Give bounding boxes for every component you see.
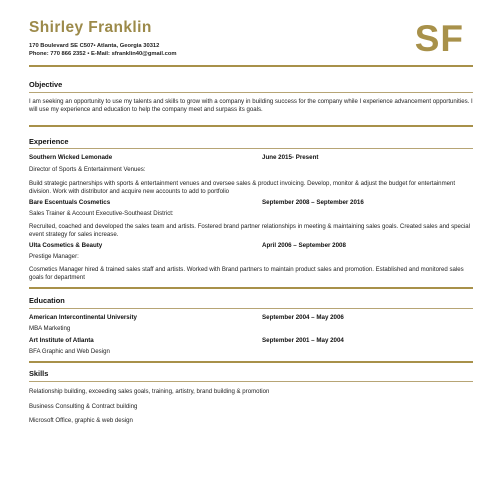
job-company: Southern Wicked Lemonade (29, 154, 113, 161)
school-dates: September 2001 – May 2004 (262, 337, 344, 344)
skill-item: Relationship building, exceeding sales goals, training, artistry, brand building & promotion (29, 388, 270, 395)
experience-heading: Experience (29, 137, 69, 146)
skills-divider (29, 381, 473, 382)
job-description: Build strategic partnerships with sports & entertainment venues and oversee sales & product invoicing. Develop, monitor & adjust the budget for entertainment division. Work with distributor and acquire new accounts to add to portfolio (29, 180, 456, 196)
skills-heading: Skills (29, 369, 49, 378)
objective-divider (29, 92, 473, 93)
monogram: SF (414, 18, 464, 59)
objective-text: I am seeking an opportunity to use my talents and skills to grow with a company in building success for the company while I experience advancement opportunities. I will use my experience and education to help the company meet and surpass its goals. (29, 98, 473, 114)
job-company: Bare Escentuals Cosmetics (29, 199, 111, 206)
school-name: Art Institute of Atlanta (29, 337, 94, 344)
objective-heading: Objective (29, 80, 63, 89)
objective-end-divider (29, 125, 473, 127)
resume-name: Shirley Franklin (29, 19, 152, 36)
education-divider (29, 308, 473, 309)
job-company: Ulta Cosmetics & Beauty (29, 242, 103, 249)
education-heading: Education (29, 296, 65, 305)
job-role: Prestige Manager: (29, 253, 79, 260)
job-description: Cosmetics Manager hired & trained sales staff and artists. Worked with Brand partners to maintain product sales and promotion. Established and monitored sales goals for department (29, 266, 464, 282)
header-divider (29, 65, 473, 67)
job-role: Director of Sports & Entertainment Venues: (29, 166, 146, 173)
school-name: American Intercontinental University (29, 314, 137, 321)
job-dates: September 2008 – September 2016 (262, 199, 364, 206)
job-dates: June 2015- Present (262, 154, 319, 161)
skill-item: Business Consulting & Contract building (29, 403, 138, 410)
skill-item: Microsoft Office, graphic & web design (29, 417, 133, 424)
address-line: 170 Boulevard SE C507• Atlanta, Georgia 30312 (29, 43, 160, 49)
school-dates: September 2004 – May 2006 (262, 314, 344, 321)
job-description: Recruited, coached and developed the sales team and artists. Fostered brand partner relationships in meeting & maintaining sales goals. Created sales and special event strategy for sales increase. (29, 223, 471, 239)
experience-divider (29, 148, 473, 149)
school-degree: BFA Graphic and Web Design (29, 348, 110, 355)
contact-line: Phone: 770 866 2352 • E-Mail: sfranklin40@gmail.com (29, 51, 177, 57)
job-role: Sales Trainer & Account Executive-Southeast District: (29, 210, 174, 217)
job-dates: April 2006 – September 2008 (262, 242, 346, 249)
experience-end-divider (29, 287, 473, 289)
school-degree: MBA Marketing (29, 325, 71, 332)
education-end-divider (29, 361, 473, 363)
